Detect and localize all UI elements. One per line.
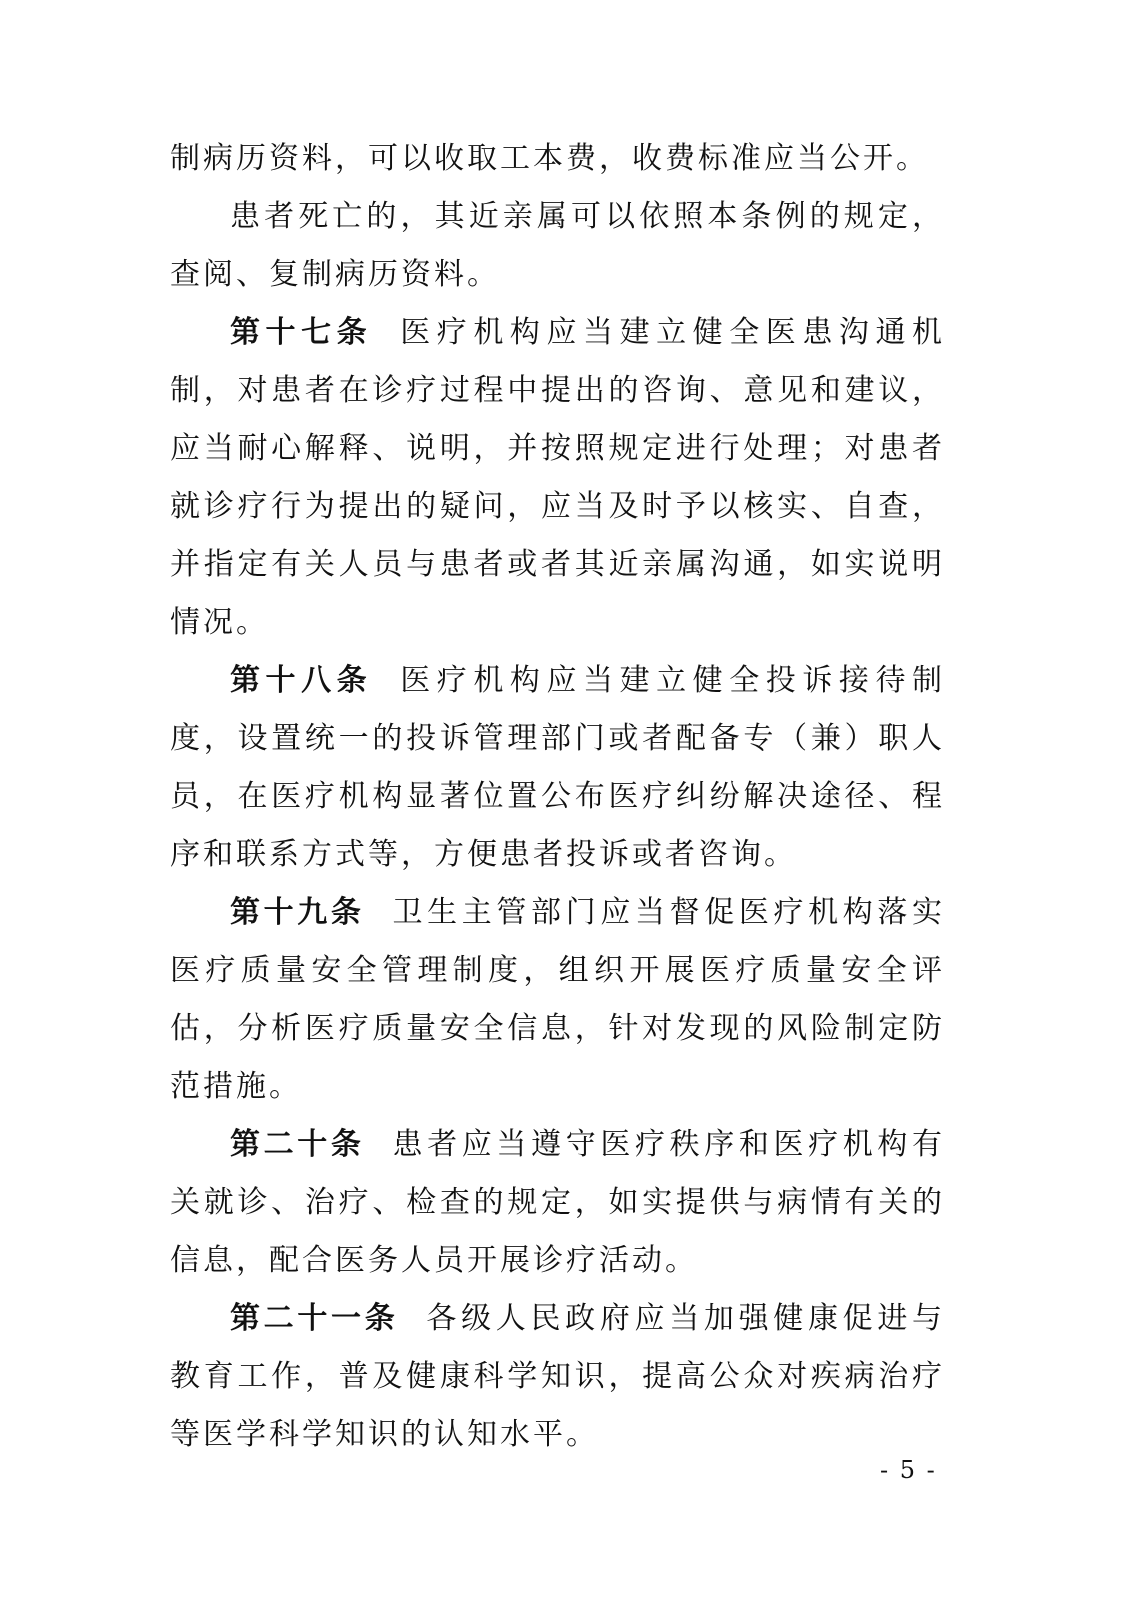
article-text: 患者应当遵守医疗秩序和医疗机构有关就诊、治疗、检查的规定，如实提供与病情有关的信息，配合医务人员开展诊疗活动。 [170, 1127, 946, 1278]
paragraph-text: 患者死亡的，其近亲属可以依照本条例的规定，查阅、复制病历资料。 [170, 199, 945, 292]
article-17 [170, 304, 945, 652]
article-text: 医疗机构应当建立健全投诉接待制度，设置统一的投诉管理部门或者配备专（兼）职人员，在医疗机构显著位置公布医疗纠纷解决途径、程序和联系方式等，方便患者投诉或者咨询。 [170, 663, 946, 872]
article-text: 各级人民政府应当加强健康促进与教育工作，普及健康科学知识，提高公众对疾病治疗等医学科学知识的认知水平。 [170, 1301, 946, 1452]
page-number: - 5 - [880, 1456, 937, 1484]
article-heading: 第二十一条 [230, 1301, 399, 1336]
article-19 [170, 884, 945, 1116]
paragraph-deceased-patient [170, 188, 945, 304]
article-21 [170, 1290, 945, 1464]
article-heading: 第二十条 [230, 1127, 365, 1162]
paragraph-continuation [170, 130, 945, 188]
article-text: 医疗机构应当建立健全医患沟通机制，对患者在诊疗过程中提出的咨询、意见和建议，应当耐心解释、说明，并按照规定进行处理；对患者就诊疗行为提出的疑问，应当及时予以核实、自查，并指定有关人员与患者或者其近亲属沟通，如实说明情况。 [170, 315, 946, 640]
article-heading: 第十八条 [230, 663, 373, 698]
document-body [170, 130, 945, 1464]
article-heading: 第十七条 [230, 315, 373, 350]
article-text: 卫生主管部门应当督促医疗机构落实医疗质量安全管理制度，组织开展医疗质量安全评估，分析医疗质量安全信息，针对发现的风险制定防范措施。 [170, 895, 946, 1104]
article-18 [170, 652, 945, 884]
paragraph-text: 制病历资料，可以收取工本费，收费标准应当公开。 [170, 141, 929, 176]
article-heading: 第十九条 [230, 895, 365, 930]
article-20 [170, 1116, 945, 1290]
